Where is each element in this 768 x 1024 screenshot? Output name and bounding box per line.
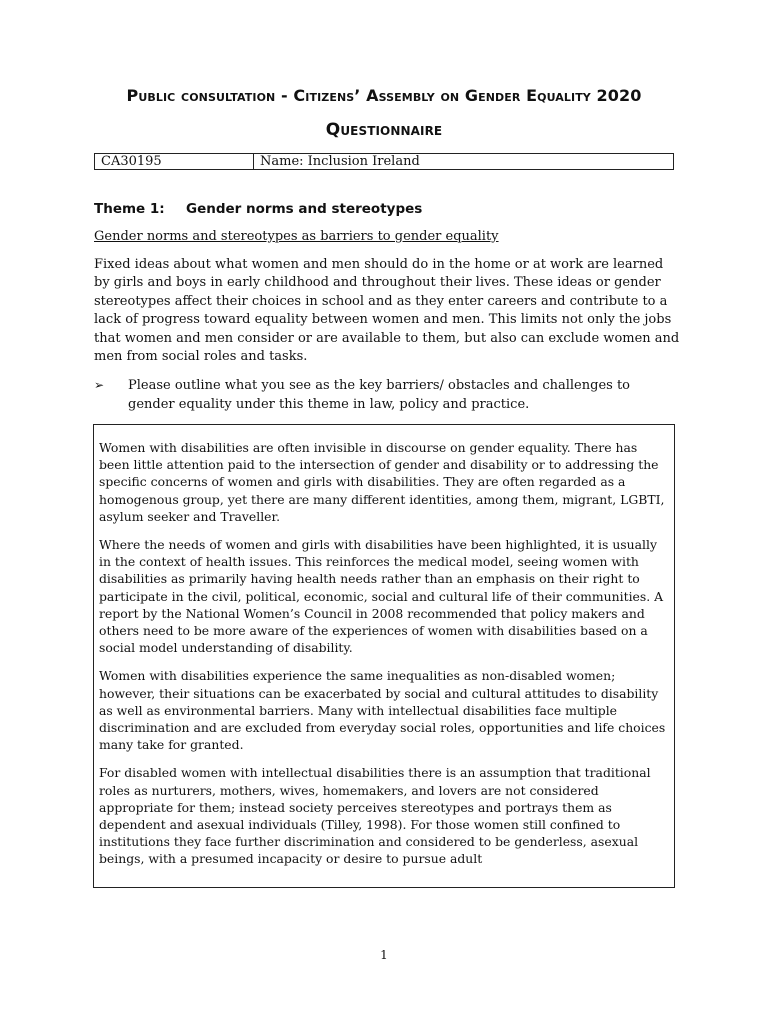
- arrow-bullet-icon: ➢: [94, 378, 105, 392]
- submission-name: Name: Inclusion Ireland: [260, 154, 420, 169]
- theme-title: Gender norms and stereotypes: [186, 201, 423, 217]
- document-title: Public consultation - Citizens’ Assembly on Gender Equality 2020: [126, 86, 642, 105]
- answer-paragraph: For disabled women with intellectual disabilities there is an assumption that traditional roles as nurturers, mothers, wives, homemakers, and lovers are not considered appropriate for them; instead society perceives stereotypes and portrays them as dependent and asexual individuals (Tilley, 1998). For those women still confined to institutions they face further discrimination and considered to be genderless, asexual beings, with a presumed incapacity or desire to pursue adult: [99, 765, 651, 867]
- answer-paragraph: Women with disabilities are often invisible in discourse on gender equality. There has been little attention paid to the intersection of gender and disability or to addressing the specific concerns of women and girls with disabilities. They are often regarded as a homogenous group, yet there are many different identities, among them, migrant, LGBTI, asylum seeker and Traveller.: [99, 440, 665, 524]
- question-item: [94, 376, 680, 414]
- submission-code: CA30195: [95, 154, 254, 169]
- intro-paragraph: Fixed ideas about what women and men should do in the home or at work are learned by girls and boys in early childhood and throughout their lives. These ideas or gender stereotypes affect their choices in school and as they enter careers and contribute to a lack of progress toward equality between women and men. This limits not only the jobs that women and men consider or are available to them, but also can exclude women and men from social roles and tasks.: [94, 257, 680, 365]
- section-subheading: Gender norms and stereotypes as barriers to gender equality: [94, 229, 499, 244]
- answer-paragraph: Women with disabilities experience the same inequalities as non-disabled women; however, their situations can be exacerbated by social and cultural attitudes to disability as well as environmental barriers. Many with intellectual disabilities face multiple discrimination and are excluded from everyday social roles, opportunities and life choices many take for granted.: [99, 668, 666, 753]
- theme-heading: [94, 201, 422, 217]
- answer-box: [93, 424, 675, 888]
- theme-number: Theme 1:: [94, 201, 165, 217]
- submission-id-table: [94, 153, 674, 170]
- question-text: Please outline what you see as the key barriers/ obstacles and challenges to gender equality under this theme in law, policy and practice.: [128, 378, 630, 412]
- page-number: 1: [380, 948, 388, 962]
- document-subtitle: Questionnaire: [325, 120, 443, 140]
- answer-paragraph: Where the needs of women and girls with disabilities have been highlighted, it is usually in the context of health issues. This reinforces the medical model, seeing women with disabilities as primarily having health needs rather than an emphasis on their right to participate in the civil, political, economic, social and cultural life of their communities. A report by the National Women’s Council in 2008 recommended that policy makers and others need to be more aware of the experiences of women with disabilities based on a social model understanding of disability.: [99, 537, 664, 656]
